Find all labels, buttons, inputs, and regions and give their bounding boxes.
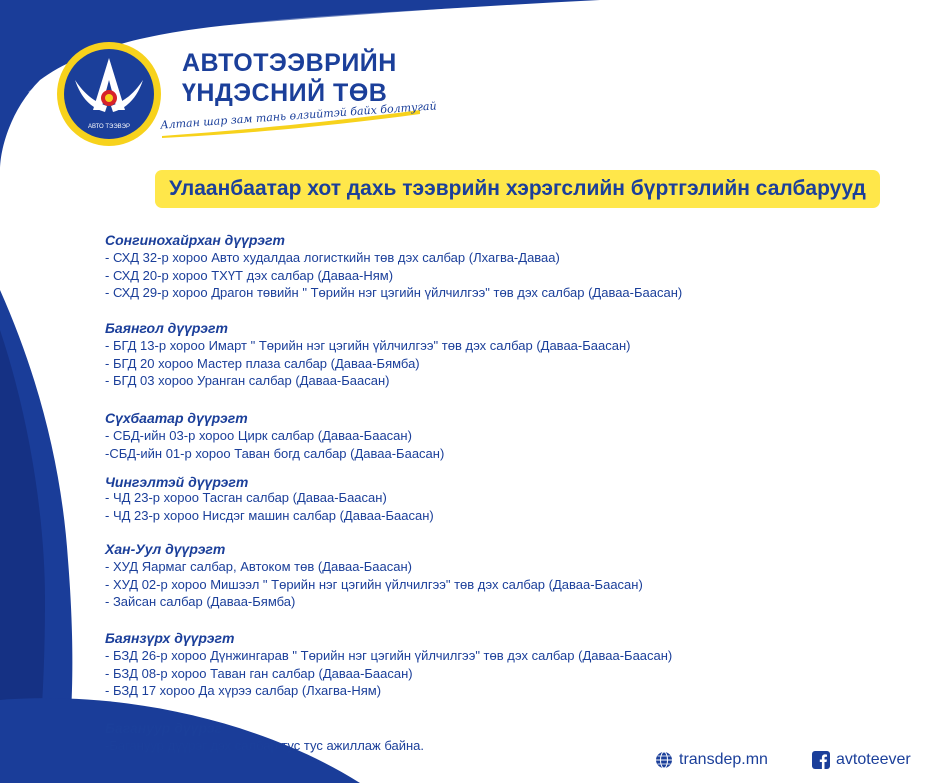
org-title-line2: ҮНДЭСНИЙ ТӨВ <box>182 79 388 107</box>
district-name: Багануур дүүрэг <box>105 720 223 736</box>
banner-title: Улаанбаатар хот дахь тээврийн хэрэгслийн бүртгэлийн салбарууд <box>169 177 866 200</box>
branch-item: - Зайсан салбар (Даваа-Бямба) <box>105 594 296 609</box>
branch-item: - ЧД 23-р хороо Нисдэг машин салбар (Даваа-Баасан) <box>105 507 434 523</box>
branch-item: - ЧД 23-р хороо Тасган салбар (Даваа-Баасан) <box>105 490 387 505</box>
org-title-line1: АВТОТЭЭВРИЙН <box>182 49 397 77</box>
district-baganuur <box>105 719 424 755</box>
district-songinokhairkhan <box>105 231 682 302</box>
district-name: Баянгол дүүрэгт <box>105 320 228 336</box>
branch-item: - БЗД 17 хороо Да хүрээ салбар (Лхагва-Ням) <box>105 683 382 698</box>
branch-item: - БЗД 08-р хороо Таван ган салбар (Даваа-Баасан) <box>105 665 413 681</box>
district-name: Хан-Уул дүүрэгт <box>105 541 226 557</box>
district-name: Сүхбаатар дүүрэгт <box>105 410 248 426</box>
website-link[interactable]: transdep.mn <box>679 751 768 768</box>
org-title <box>182 48 397 108</box>
branch-item: - БГД 20 хороо Мастер плаза салбар (Даваа-Бямба) <box>105 355 420 371</box>
org-logo <box>55 40 163 148</box>
facebook-icon <box>812 751 830 769</box>
branch-item: - БЗД 26-р хороо Дүнжингарав " Төрийн нэг цэгийн үйлчилгээ" төв дэх салбар (Даваа-Баасан) <box>105 648 673 663</box>
branch-item: -Багануур дүүрэг дэх салбар тус тус ажиллаж байна. <box>105 738 425 753</box>
district-bayangol <box>105 319 630 390</box>
branch-item: - СБД-ийн 03-р хороо Цирк салбар (Даваа-Баасан) <box>105 428 412 443</box>
branch-item: - СХД 20-р хороо ТХҮТ дэх салбар (Даваа-Ням) <box>105 267 394 283</box>
district-sukhbaatar <box>105 409 444 462</box>
district-name: Чингэлтэй дүүрэгт <box>105 474 249 490</box>
slogan: Алтан шар зам тань өлзийтэй байх болтугай <box>159 99 437 132</box>
title-banner <box>155 170 880 208</box>
facebook-link[interactable]: avtoteever <box>836 751 911 768</box>
district-bayanzurkh <box>105 629 672 700</box>
footer-facebook[interactable] <box>812 751 911 769</box>
branch-item: - ХУД 02-р хороо Мишээл " Төрийн нэг цэгийн үйлчилгээ" төв дэх салбар (Даваа-Баасан) <box>105 576 643 592</box>
logo-caption: АВТО ТЭЭВЭР <box>88 124 130 130</box>
branch-item: - СХД 32-р хороо Авто худалдаа логисткийн төв дэх салбар (Лхагва-Даваа) <box>105 250 560 265</box>
branch-item: - БГД 03 хороо Уранган салбар (Даваа-Баасан) <box>105 373 390 388</box>
branch-item: - СХД 29-р хороо Драгон төвийн " Төрийн нэг цэгийн үйлчилгээ" төв дэх салбар (Даваа-Баасан) <box>105 285 683 300</box>
branch-item: - БГД 13-р хороо Имарт " Төрийн нэг цэгийн үйлчилгээ" төв дэх салбар (Даваа-Баасан) <box>105 338 631 353</box>
district-chingeltei <box>105 475 434 524</box>
district-name: Сонгинохайрхан дүүрэгт <box>105 232 285 248</box>
district-name: Баянзүрх дүүрэгт <box>105 630 235 646</box>
globe-icon <box>655 751 673 769</box>
branch-item: -СБД-ийн 01-р хороо Таван богд салбар (Даваа-Баасан) <box>105 445 445 461</box>
footer-website[interactable] <box>655 751 768 769</box>
branch-item: - ХУД Яармаг салбар, Автоком төв (Даваа-Баасан) <box>105 559 413 574</box>
district-khan-uul <box>105 540 643 611</box>
